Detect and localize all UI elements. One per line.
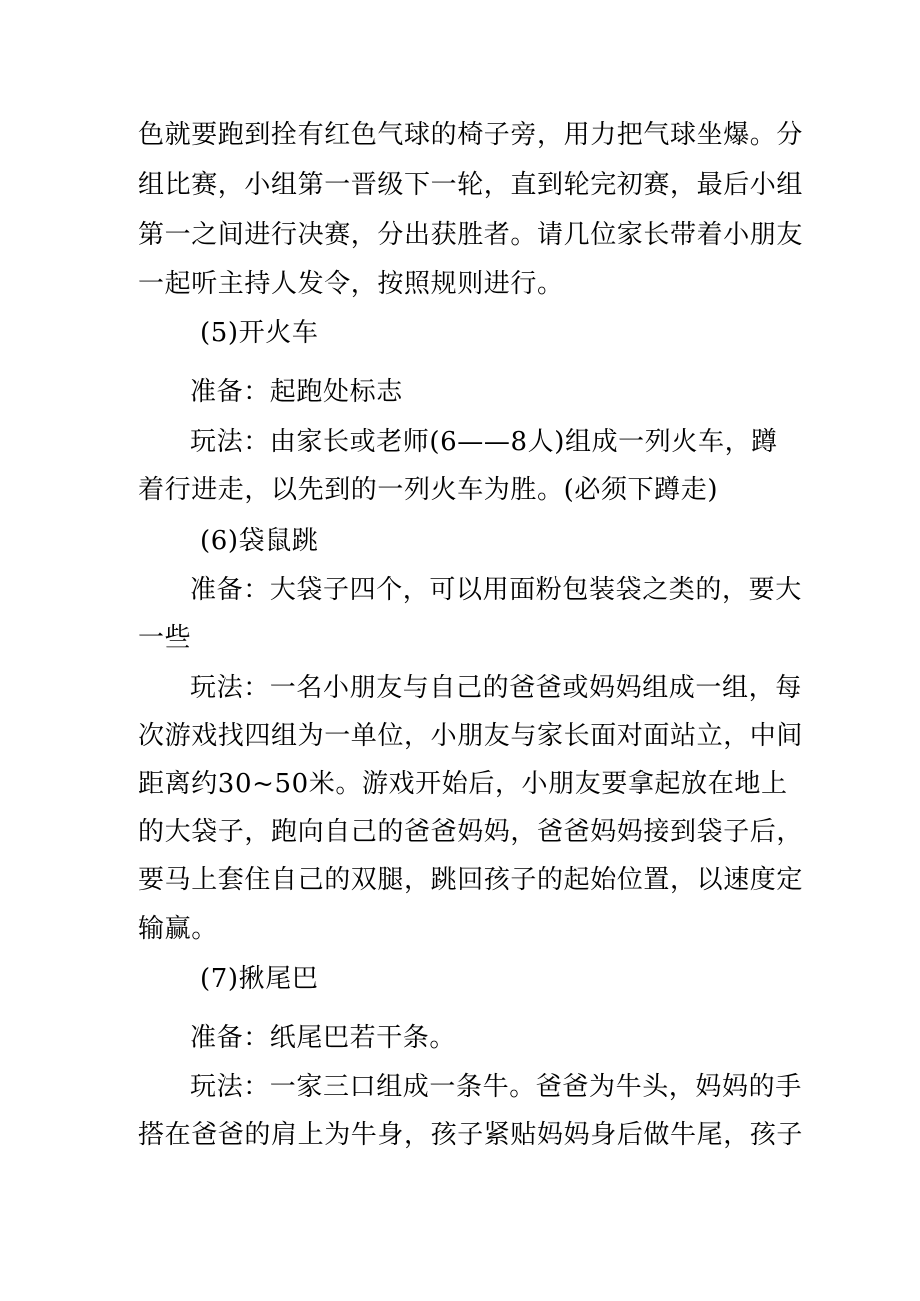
text-line: 要马上套住自己的双腿，跳回孩子的起始位置，以速度定 xyxy=(138,865,804,895)
section-heading-5: (5)开火车 xyxy=(200,318,319,348)
rule-text: 玩法：一名小朋友与自己的爸爸或妈妈组成一组，每 xyxy=(190,673,802,703)
prep-text: 准备：起跑处标志 xyxy=(190,377,403,407)
text-line: 一些 xyxy=(138,623,192,653)
text-line: 距离约30~50米。游戏开始后，小朋友要拿起放在地上 xyxy=(138,769,788,799)
rule-text: 玩法：由家长或老师(6——8人)组成一列火车，蹲 xyxy=(190,427,778,457)
text-line: 搭在爸爸的肩上为牛身，孩子紧贴妈妈身后做牛尾，孩子 xyxy=(138,1120,804,1150)
prep-text: 准备：纸尾巴若干条。 xyxy=(190,1023,457,1053)
text-line: 着行进走，以先到的一列火车为胜。(必须下蹲走) xyxy=(138,475,719,505)
text-line: 输赢。 xyxy=(138,914,218,944)
rule-text: 玩法：一家三口组成一条牛。爸爸为牛头，妈妈的手 xyxy=(190,1072,802,1102)
text-line: 组比赛，小组第一晋级下一轮，直到轮完初赛，最后小组 xyxy=(138,170,804,200)
prep-text: 准备：大袋子四个，可以用面粉包装袋之类的，要大 xyxy=(190,575,802,605)
text-line: 的大袋子，跑向自己的爸爸妈妈，爸爸妈妈接到袋子后， xyxy=(138,817,804,847)
section-heading-6: (6)袋鼠跳 xyxy=(200,526,319,556)
text-line: 次游戏找四组为一单位，小朋友与家长面对面站立，中间 xyxy=(138,721,804,751)
text-line: 第一之间进行决赛，分出获胜者。请几位家长带着小朋友 xyxy=(138,220,804,250)
text-line: 色就要跑到拴有红色气球的椅子旁，用力把气球坐爆。分 xyxy=(138,120,804,150)
section-heading-7: (7)揪尾巴 xyxy=(200,964,319,994)
text-line: 一起听主持人发令，按照规则进行。 xyxy=(138,269,564,299)
